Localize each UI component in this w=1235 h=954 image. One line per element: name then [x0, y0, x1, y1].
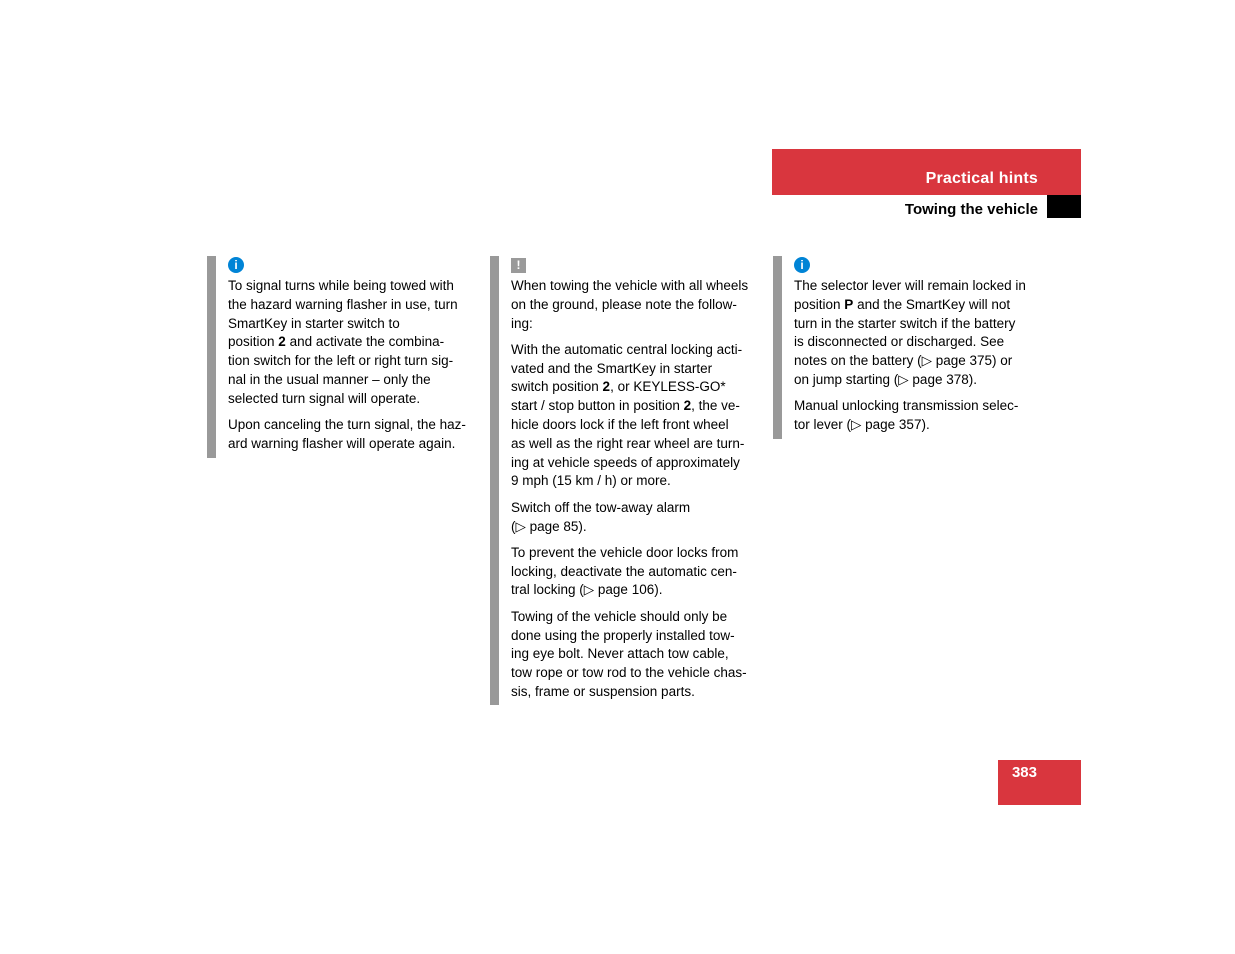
- note-sidebar-bar: [490, 256, 499, 705]
- warning-icon: !: [511, 258, 526, 273]
- info-icon: i: [794, 257, 810, 273]
- section-title: Practical hints: [925, 170, 1038, 187]
- info-icon: i: [228, 257, 244, 273]
- note-content: [511, 256, 761, 709]
- note-sidebar-bar: [773, 256, 782, 439]
- note-paragraph: Manual unlocking transmission selec- tor lever (▷ page 357).: [794, 398, 1019, 433]
- subsection-title: Towing the vehicle: [904, 201, 1038, 218]
- note-paragraph: With the automatic central locking acti- vated and the SmartKey in starter switch position 2, or KEYLESS-GO* start / stop button in position 2, the ve- hicle doors lock if the left front wheel as well as the right rear wheel are turn- ing at vehicle speeds of approximately 9 mph (15 km / h) or more.: [511, 341, 745, 489]
- note-paragraph: When towing the vehicle with all wheels on the ground, please note the follow- ing:: [511, 278, 749, 331]
- note-paragraph: To signal turns while being towed with the hazard warning flasher in use, turn SmartKey in starter switch to position 2 and activate the combina- tion switch for the left or right turn sig- nal in the usual manner – only the selected turn signal will operate.: [228, 278, 458, 406]
- section-tab-marker: [1047, 195, 1081, 218]
- note-paragraph: To prevent the vehicle door locks from locking, deactivate the automatic cen- tral locking (▷ page 106).: [511, 544, 739, 598]
- note-paragraph: The selector lever will remain locked in position P and the SmartKey will not turn in the starter switch if the battery is disconnected or discharged. See notes on the battery (▷ page 375) or on jump starting (▷ page 378).: [794, 278, 1026, 387]
- page-number: 383: [1011, 764, 1037, 781]
- note-content: [794, 256, 1044, 442]
- note-paragraph: Upon canceling the turn signal, the haz- ard warning flasher will operate again.: [228, 417, 466, 451]
- note-paragraph: Towing of the vehicle should only be done using the properly installed tow- ing eye bolt. Never attach tow cable, tow rope or tow rod to the vehicle chas- sis, frame or suspension parts.: [511, 608, 747, 699]
- note-content: [228, 256, 478, 461]
- note-sidebar-bar: [207, 256, 216, 458]
- note-paragraph: Switch off the tow-away alarm (▷ page 85).: [511, 499, 691, 534]
